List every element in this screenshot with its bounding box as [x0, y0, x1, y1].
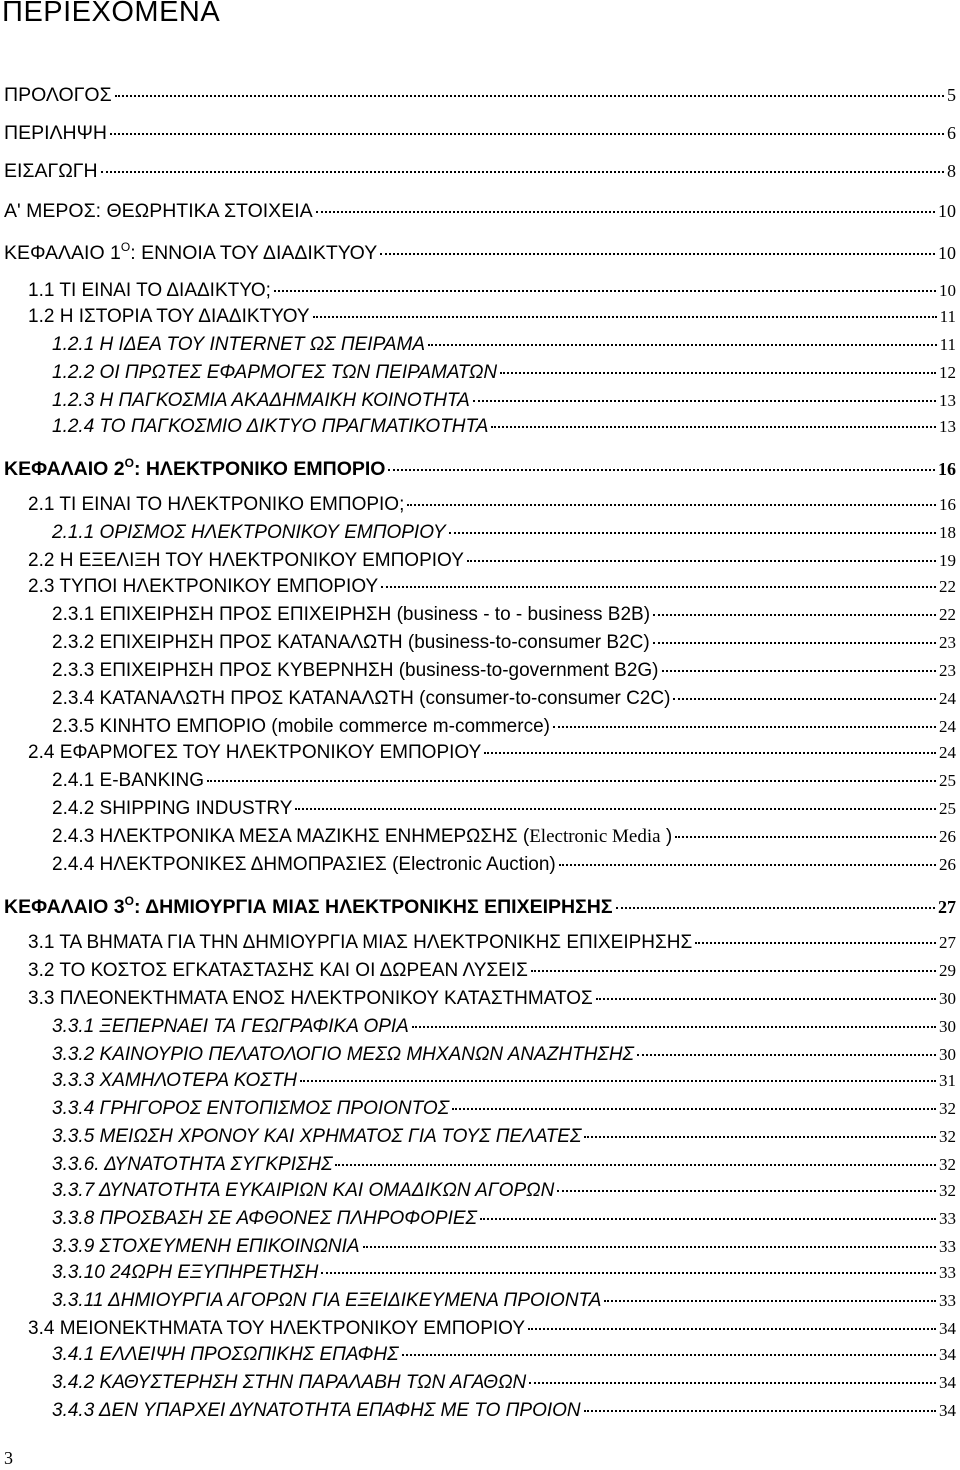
- toc-entry-page: 30: [939, 1017, 956, 1036]
- toc-entry-page: 32: [939, 1155, 956, 1174]
- toc-entry-2-1[interactable]: [28, 494, 956, 516]
- toc-entry-page: 34: [939, 1401, 956, 1420]
- toc-entry-page: 13: [939, 417, 956, 436]
- toc-entry-page: 8: [947, 161, 956, 181]
- dot-leader: [388, 469, 935, 471]
- dot-leader: [321, 1272, 936, 1274]
- toc-entry-chapter-1[interactable]: [4, 240, 956, 265]
- toc-entry-label: [4, 894, 613, 919]
- toc-entry-page: 5: [947, 85, 956, 105]
- toc-entry-3-1[interactable]: [28, 932, 956, 954]
- dot-leader: [673, 698, 936, 700]
- dot-leader: [616, 907, 935, 909]
- toc-entry-page: 30: [939, 989, 956, 1008]
- dot-leader: [473, 400, 936, 402]
- toc-entry-1-2-3[interactable]: [52, 390, 956, 412]
- toc-entry-page: 24: [939, 689, 956, 708]
- toc-entry-page: 10: [939, 281, 956, 300]
- dot-leader: [662, 670, 937, 672]
- toc-entry-2-3[interactable]: [28, 576, 956, 598]
- toc-entry-label: 3.4 ΜΕΙΟΝΕΚΤΗΜΑΤΑ ΤΟΥ ΗΛΕΚΤΡΟΝΙΚΟΥ ΕΜΠΟΡΙΟΥ: [28, 1318, 525, 1339]
- toc-entry-3-3-2[interactable]: [52, 1044, 956, 1066]
- toc-entry-page: 33: [939, 1209, 956, 1228]
- dot-leader: [695, 942, 936, 944]
- toc-entry-page: 34: [939, 1319, 956, 1338]
- chapter-prefix: ΚΕΦΑΛΑΙΟ 3: [4, 896, 125, 918]
- toc-entry-page: 6: [947, 123, 956, 143]
- dot-leader: [412, 1026, 936, 1028]
- dot-leader: [110, 133, 944, 135]
- toc-entry-label: [4, 456, 385, 481]
- toc-entry-label: 2.2 Η ΕΞΕΛΙΞΗ ΤΟΥ ΗΛΕΚΤΡΟΝΙΚΟΥ ΕΜΠΟΡΙΟΥ: [28, 550, 464, 571]
- toc-entry-3-3-7[interactable]: [52, 1180, 956, 1202]
- dot-leader: [274, 290, 936, 292]
- toc-entry-label: 3.3.10 24ΩΡΗ ΕΞΥΠΗΡΕΤΗΣΗ: [52, 1262, 319, 1283]
- dot-leader: [449, 532, 936, 534]
- toc-entry-page: 27: [938, 897, 956, 917]
- dot-leader: [101, 171, 944, 173]
- toc-entry-page: 24: [939, 743, 956, 762]
- dot-leader: [313, 316, 937, 318]
- dot-leader: [653, 614, 936, 616]
- toc-entry-page: 23: [939, 661, 956, 680]
- dot-leader: [484, 752, 936, 754]
- toc-entry-label: ΠΕΡΙΛΗΨΗ: [4, 122, 107, 144]
- page-number: 3: [4, 1448, 13, 1468]
- toc-entry-3-3-3[interactable]: [52, 1070, 956, 1092]
- dot-leader: [380, 253, 935, 255]
- toc-entry-label: 2.3.4 ΚΑΤΑΝΑΛΩΤΗ ΠΡΟΣ ΚΑΤΑΝΑΛΩΤΗ (consumer-to-consumer C2C): [52, 688, 671, 709]
- toc-entry-page: 19: [939, 551, 956, 570]
- toc-entry-label: 2.3.1 ΕΠΙΧΕΙΡΗΣΗ ΠΡΟΣ ΕΠΙΧΕΙΡΗΣΗ (business - to - business B2B): [52, 604, 651, 625]
- dot-leader: [553, 726, 936, 728]
- toc-entry-3-3-5[interactable]: [52, 1126, 956, 1148]
- toc-entry-3-4[interactable]: [28, 1318, 956, 1340]
- toc-entry-prologue[interactable]: [4, 84, 956, 107]
- toc-entry-page: 10: [938, 243, 956, 263]
- entry-title-suffix: ): [660, 826, 673, 847]
- toc-entry-label: 1.2 Η ΙΣΤΟΡΙΑ ΤΟΥ ΔΙΑΔΙΚΤΥΟΥ: [28, 306, 310, 327]
- toc-entry-1-2[interactable]: [28, 306, 956, 328]
- toc-entry-page: 34: [939, 1373, 956, 1392]
- dot-leader: [452, 1108, 936, 1110]
- toc-entry-2-3-4[interactable]: [52, 688, 956, 710]
- dot-leader: [467, 560, 936, 562]
- toc-entry-label: ΕΙΣΑΓΩΓΗ: [4, 160, 98, 182]
- toc-entry-label: 3.3.3 ΧΑΜΗΛΟΤΕΡΑ ΚΟΣΤΗ: [52, 1070, 297, 1091]
- toc-entry-label: [4, 240, 377, 265]
- entry-title-english: Electronic Media: [529, 826, 661, 847]
- toc-entry-label: 3.1 ΤΑ ΒΗΜΑΤΑ ΓΙΑ ΤΗΝ ΔΗΜΙΟΥΡΓΙΑ ΜΙΑΣ ΗΛΕΚΤΡΟΝΙΚΗΣ ΕΠΙΧΕΙΡΗΣΗΣ: [28, 932, 693, 953]
- toc-entry-3-3-11[interactable]: [52, 1290, 956, 1312]
- dot-leader: [596, 998, 936, 1000]
- toc-entry-page: 22: [939, 577, 956, 596]
- toc-entry-page: 25: [939, 799, 956, 818]
- toc-entry-2-2[interactable]: [28, 550, 956, 572]
- toc-entry-3-4-3[interactable]: [52, 1400, 956, 1422]
- dot-leader: [402, 1354, 937, 1356]
- toc-entry-3-3-6[interactable]: [52, 1154, 956, 1176]
- dot-leader: [584, 1410, 936, 1412]
- toc-entry-page: 11: [939, 335, 956, 354]
- toc-entry-page: 34: [939, 1345, 956, 1364]
- chapter-title: : ΗΛΕΚΤΡΟΝΙΚΟ ΕΜΠΟΡΙΟ: [133, 458, 386, 480]
- toc-entry-page: 31: [939, 1071, 956, 1090]
- toc-entry-label: 2.4.2 SHIPPING INDUSTRY: [52, 798, 293, 819]
- toc-entry-page: 26: [939, 855, 956, 874]
- dot-leader: [528, 1328, 936, 1330]
- dot-leader: [559, 864, 936, 866]
- toc-entry-page: 26: [939, 827, 956, 846]
- toc-entry-page: 32: [939, 1181, 956, 1200]
- toc-entry-introduction[interactable]: [4, 160, 956, 183]
- toc-entry-label: 1.2.3 Η ΠΑΓΚΟΣΜΙΑ ΑΚΑΔΗΜΑΙΚΗ ΚΟΙΝΟΤΗΤΑ: [52, 390, 470, 411]
- toc-entry-label: 2.4.1 E-BANKING: [52, 770, 205, 791]
- chapter-ordinal-superscript: Ο: [124, 894, 134, 908]
- chapter-prefix: ΚΕΦΑΛΑΙΟ 2: [4, 458, 125, 480]
- toc-entry-label: 3.2 ΤΟ ΚΟΣΤΟΣ ΕΓΚΑΤΑΣΤΑΣΗΣ ΚΑΙ ΟΙ ΔΩΡΕΑΝ ΛΥΣΕΙΣ: [28, 960, 528, 981]
- toc-entry-page: 18: [939, 523, 956, 542]
- dot-leader: [363, 1246, 936, 1248]
- document-title: ΠΕΡΙΕΧΟΜΕΝΑ: [2, 0, 221, 28]
- entry-title: 2.4.3 ΗΛΕΚΤΡΟΝΙΚΑ ΜΕΣΑ ΜΑΖΙΚΗΣ ΕΝΗΜΕΡΩΣΗΣ (: [52, 826, 530, 847]
- toc-entry-page: 16: [938, 459, 956, 479]
- toc-entry-page: 24: [939, 717, 956, 736]
- dot-leader: [675, 836, 936, 838]
- toc-entry-page: 12: [939, 363, 956, 382]
- dot-leader: [491, 426, 936, 428]
- toc-entry-2-4[interactable]: [28, 742, 956, 764]
- toc-entry-2-3-2[interactable]: [52, 632, 956, 654]
- dot-leader: [604, 1300, 936, 1302]
- dot-leader: [480, 1218, 936, 1220]
- toc-entry-label: 3.3.4 ΓΡΗΓΟΡΟΣ ΕΝΤΟΠΙΣΜΟΣ ΠΡΟΙΟΝΤΟΣ: [52, 1098, 450, 1119]
- toc-entry-label: 3.4.2 ΚΑΘΥΣΤΕΡΗΣΗ ΣΤΗΝ ΠΑΡΑΛΑΒΗ ΤΩΝ ΑΓΑΘΩΝ: [52, 1372, 527, 1393]
- dot-leader: [295, 808, 936, 810]
- toc-entry-label: 3.3.1 ΞΕΠΕΡΝΑΕΙ ΤΑ ΓΕΩΓΡΑΦΙΚΑ ΟΡΙΑ: [52, 1016, 409, 1037]
- toc-entry-page: 30: [939, 1045, 956, 1064]
- toc-entry-1-2-1[interactable]: [52, 334, 956, 356]
- toc-entry-label: 1.2.2 ΟΙ ΠΡΩΤΕΣ ΕΦΑΡΜΟΓΕΣ ΤΩΝ ΠΕΙΡΑΜΑΤΩΝ: [52, 362, 498, 383]
- toc-entry-label: 3.3.2 ΚΑΙΝΟΥΡΙΟ ΠΕΛΑΤΟΛΟΓΙΟ ΜΕΣΩ ΜΗΧΑΝΩΝ ΑΝΑΖΗΤΗΣΗΣ: [52, 1044, 634, 1065]
- toc-entry-label: [52, 826, 672, 848]
- toc-entry-label: 3.3.8 ΠΡΟΣΒΑΣΗ ΣΕ ΑΦΘΟΝΕΣ ΠΛΗΡΟΦΟΡΙΕΣ: [52, 1208, 477, 1229]
- toc-entry-label: Α' ΜΕΡΟΣ: ΘΕΩΡΗΤΙΚΑ ΣΤΟΙΧΕΙΑ: [4, 200, 313, 222]
- dot-leader: [531, 970, 936, 972]
- toc-entry-1-2-4[interactable]: [52, 416, 956, 438]
- chapter-title: : ΔΗΜΙΟΥΡΓΙΑ ΜΙΑΣ ΗΛΕΚΤΡΟΝΙΚΗΣ ΕΠΙΧΕΙΡΗΣΗΣ: [133, 896, 613, 918]
- toc-entry-page: 29: [939, 961, 956, 980]
- toc-entry-page: 25: [939, 771, 956, 790]
- toc-entry-summary[interactable]: [4, 122, 956, 145]
- toc-entry-label: ΠΡΟΛΟΓΟΣ: [4, 84, 112, 106]
- toc-entry-page: 33: [939, 1291, 956, 1310]
- toc-entry-label: 3.3.7 ΔΥΝΑΤΟΤΗΤΑ ΕΥΚΑΙΡΙΩΝ ΚΑΙ ΟΜΑΔΙΚΩΝ ΑΓΟΡΩΝ: [52, 1180, 555, 1201]
- toc-entry-label: 3.4.1 ΕΛΛΕΙΨΗ ΠΡΟΣΩΠΙΚΗΣ ΕΠΑΦΗΣ: [52, 1344, 399, 1365]
- dot-leader: [207, 780, 936, 782]
- toc-entry-2-4-1[interactable]: [52, 770, 956, 792]
- toc-entry-3-3-10[interactable]: [52, 1262, 956, 1284]
- toc-entry-1-2-2[interactable]: [52, 362, 956, 384]
- dot-leader: [653, 642, 936, 644]
- toc-entry-label: 2.3.5 ΚΙΝΗΤΟ ΕΜΠΟΡΙΟ (mobile commerce m-commerce): [52, 716, 550, 737]
- toc-entry-label: 2.3.3 ΕΠΙΧΕΙΡΗΣΗ ΠΡΟΣ ΚΥΒΕΡΝΗΣΗ (business-to-government B2G): [52, 660, 659, 681]
- toc-entry-2-3-5[interactable]: [52, 716, 956, 738]
- dot-leader: [557, 1190, 936, 1192]
- toc-entry-3-2[interactable]: [28, 960, 956, 982]
- toc-entry-label: 2.3 ΤΥΠΟΙ ΗΛΕΚΤΡΟΝΙΚΟΥ ΕΜΠΟΡΙΟΥ: [28, 576, 379, 597]
- toc-entry-2-4-4[interactable]: [52, 854, 956, 876]
- toc-entry-chapter-3[interactable]: [4, 894, 956, 919]
- toc-entry-label: 2.1.1 ΟΡΙΣΜΟΣ ΗΛΕΚΤΡΟΝΙΚΟΥ ΕΜΠΟΡΙΟΥ: [52, 522, 446, 543]
- toc-entry-2-4-3[interactable]: [52, 826, 956, 848]
- toc-entry-label: 3.3 ΠΛΕΟΝΕΚΤΗΜΑΤΑ ΕΝΟΣ ΗΛΕΚΤΡΟΝΙΚΟΥ ΚΑΤΑΣΤΗΜΑΤΟΣ: [28, 988, 593, 1009]
- toc-entry-label: 3.3.11 ΔΗΜΙΟΥΡΓΙΑ ΑΓΟΡΩΝ ΓΙΑ ΕΞΕΙΔΙΚΕΥΜΕΝΑ ΠΡΟΙΟΝΤΑ: [52, 1290, 602, 1311]
- toc-entry-2-3-3[interactable]: [52, 660, 956, 682]
- chapter-ordinal-superscript: Ο: [124, 456, 134, 470]
- toc-entry-label: 3.4.3 ΔΕΝ ΥΠΑΡΧΕΙ ΔΥΝΑΤΟΤΗΤΑ ΕΠΑΦΗΣ ΜΕ ΤΟ ΠΡΟΙΟΝ: [52, 1400, 581, 1421]
- toc-entry-label: 2.4.4 ΗΛΕΚΤΡΟΝΙΚΕΣ ΔΗΜΟΠΡΑΣΙΕΣ (Electronic Auction): [52, 854, 556, 875]
- toc-entry-2-4-2[interactable]: [52, 798, 956, 820]
- dot-leader: [584, 1136, 936, 1138]
- toc-entry-label: 3.3.5 ΜΕΙΩΣΗ ΧΡΟΝΟΥ ΚΑΙ ΧΡΗΜΑΤΟΣ ΓΙΑ ΤΟΥΣ ΠΕΛΑΤΕΣ: [52, 1126, 582, 1147]
- dot-leader: [335, 1164, 936, 1166]
- toc-entry-label: 3.3.9 ΣΤΟΧΕΥΜΕΝΗ ΕΠΙΚΟΙΝΩΝΙΑ: [52, 1236, 360, 1257]
- dot-leader: [637, 1054, 936, 1056]
- chapter-ordinal-superscript: Ο: [120, 240, 131, 254]
- dot-leader: [115, 95, 944, 97]
- toc-entry-chapter-2[interactable]: [4, 456, 956, 481]
- toc-entry-page: 23: [939, 633, 956, 652]
- toc-entry-3-3-8[interactable]: [52, 1208, 956, 1230]
- toc-entry-page: 11: [939, 307, 956, 326]
- toc-entry-label: 1.2.4 ΤΟ ΠΑΓΚΟΣΜΙΟ ΔΙΚΤΥΟ ΠΡΑΓΜΑΤΙΚΟΤΗΤΑ: [52, 416, 489, 437]
- toc-entry-page: 32: [939, 1099, 956, 1118]
- toc-entry-label: 2.3.2 ΕΠΙΧΕΙΡΗΣΗ ΠΡΟΣ ΚΑΤΑΝΑΛΩΤΗ (business-to-consumer B2C): [52, 632, 650, 653]
- toc-entry-page: 33: [939, 1263, 956, 1282]
- toc-entry-label: 2.4 ΕΦΑΡΜΟΓΕΣ ΤΟΥ ΗΛΕΚΤΡΟΝΙΚΟΥ ΕΜΠΟΡΙΟΥ: [28, 742, 482, 763]
- toc-entry-3-3-4[interactable]: [52, 1098, 956, 1120]
- toc-entry-1-1[interactable]: [28, 280, 956, 302]
- toc-entry-label: 3.3.6. ΔΥΝΑΤΟΤΗΤΑ ΣΥΓΚΡΙΣΗΣ: [52, 1154, 333, 1175]
- toc-entry-label: 1.2.1 Η ΙΔΕΑ ΤΟΥ INTERNET ΩΣ ΠΕΙΡΑΜΑ: [52, 334, 426, 355]
- toc-entry-3-3-9[interactable]: [52, 1236, 956, 1258]
- toc-entry-page: 33: [939, 1237, 956, 1256]
- dot-leader: [428, 344, 937, 346]
- dot-leader: [381, 586, 936, 588]
- chapter-prefix: ΚΕΦΑΛΑΙΟ 1: [4, 242, 121, 264]
- toc-entry-3-4-1[interactable]: [52, 1344, 956, 1366]
- dot-leader: [300, 1080, 936, 1082]
- toc-entry-3-4-2[interactable]: [52, 1372, 956, 1394]
- toc-entry-2-1-1[interactable]: [52, 522, 956, 544]
- toc-entry-page: 32: [939, 1127, 956, 1146]
- dot-leader: [316, 211, 935, 213]
- dot-leader: [529, 1382, 936, 1384]
- toc-entry-page: 10: [938, 201, 956, 221]
- toc-entry-page: 16: [939, 495, 956, 514]
- toc-entry-page: 13: [939, 391, 956, 410]
- toc-entry-page: 27: [939, 933, 956, 952]
- chapter-title: : ΕΝΝΟΙΑ ΤΟΥ ΔΙΑΔΙΚΤΥΟΥ: [130, 242, 378, 264]
- toc-entry-label: 2.1 ΤΙ ΕΙΝΑΙ ΤΟ ΗΛΕΚΤΡΟΝΙΚΟ ΕΜΠΟΡΙΟ;: [28, 494, 405, 515]
- toc-entry-part-a[interactable]: [4, 200, 956, 223]
- toc-entry-label: 1.1 ΤΙ ΕΙΝΑΙ ΤΟ ΔΙΑΔΙΚΤΥΟ;: [28, 280, 271, 301]
- dot-leader: [500, 372, 936, 374]
- toc-entry-3-3-1[interactable]: [52, 1016, 956, 1038]
- toc-entry-page: 22: [939, 605, 956, 624]
- toc-entry-2-3-1[interactable]: [52, 604, 956, 626]
- dot-leader: [407, 504, 936, 506]
- toc-entry-3-3[interactable]: [28, 988, 956, 1010]
